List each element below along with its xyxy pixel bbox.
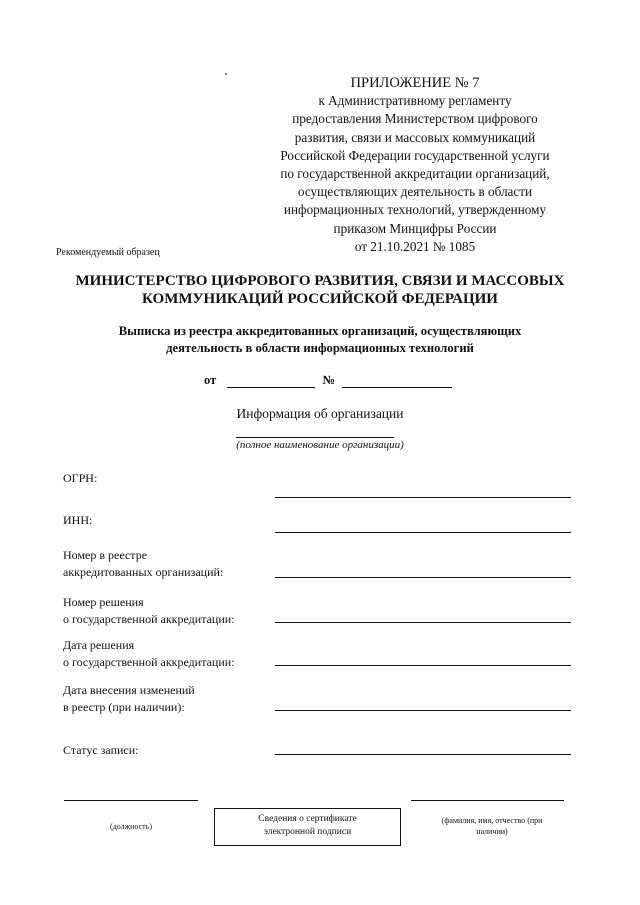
appendix-line: предоставления Министерством цифрового <box>292 111 538 127</box>
field-label-text: аккредитованных организаций: <box>63 565 224 579</box>
position-blank[interactable] <box>64 800 198 801</box>
position-caption: (должность) <box>110 822 152 831</box>
appendix-line: развития, связи и массовых коммуникаций <box>294 129 536 145</box>
field-label-text: Номер в реестре <box>63 548 148 562</box>
extract-title-line: деятельность в области информационных технологий <box>166 341 474 355</box>
ministry-title-line: КОММУНИКАЦИЙ РОССИЙСКОЙ ФЕДЕРАЦИИ <box>142 291 498 307</box>
field-changes-date-blank[interactable] <box>275 710 571 711</box>
field-label-text: Дата внесения изменений <box>63 683 195 697</box>
sample-label: Рекомендуемый образец <box>56 247 160 258</box>
ministry-title-line: МИНИСТЕРСТВО ЦИФРОВОГО РАЗВИТИЯ, СВЯЗИ И МАССОВЫХ <box>75 273 565 289</box>
full-name-blank[interactable] <box>236 437 394 438</box>
appendix-line: от 21.10.2021 № 1085 <box>354 238 476 254</box>
field-inn-label <box>63 512 92 529</box>
field-ogrn-label <box>63 470 97 487</box>
field-label-text: о государственной аккредитации: <box>63 612 235 626</box>
full-name-signature-blank[interactable] <box>411 800 564 801</box>
field-label-text: ИНН: <box>63 513 93 527</box>
appendix-line: приказом Минцифры России <box>333 220 497 236</box>
certificate-line: Сведения о сертификате <box>258 814 357 824</box>
field-registry-number-blank[interactable] <box>275 577 571 578</box>
field-label-text: о государственной аккредитации: <box>63 655 235 669</box>
extract-title <box>40 323 600 357</box>
field-label-text: ОГРН: <box>63 471 98 485</box>
field-status-label <box>63 742 139 759</box>
field-label-text: Статус записи: <box>63 743 139 757</box>
scan-speck <box>225 73 227 75</box>
appendix-line: по государственной аккредитации организаций, <box>280 166 550 182</box>
info-title: Информация об организации <box>236 406 404 421</box>
field-decision-number-label <box>63 594 235 628</box>
appendix-title: ПРИЛОЖЕНИЕ № 7 <box>350 75 480 91</box>
date-number-line <box>204 373 452 388</box>
field-registry-number-label <box>63 547 223 581</box>
from-label: от <box>204 373 217 387</box>
field-ogrn-blank[interactable] <box>275 497 571 498</box>
field-decision-date-blank[interactable] <box>275 665 571 666</box>
date-blank[interactable] <box>227 375 315 388</box>
appendix-header <box>250 74 580 256</box>
number-blank[interactable] <box>342 375 452 388</box>
appendix-line: Российской Федерации государственной услуги <box>280 147 550 163</box>
appendix-line: осуществляющих деятельность в области <box>297 184 533 200</box>
name-caption: (фамилия, имя, отчество (при наличии) <box>441 816 543 836</box>
field-label-text: в реестр (при наличии): <box>63 700 185 714</box>
full-name-caption: (полное наименование организации) <box>236 439 404 451</box>
field-label-text: Дата решения <box>63 638 135 652</box>
field-decision-number-blank[interactable] <box>275 622 571 623</box>
appendix-line: информационных технологий, утвержденному <box>283 202 547 218</box>
certificate-line: электронной подписи <box>263 827 352 837</box>
field-inn-blank[interactable] <box>275 532 571 533</box>
field-status-blank[interactable] <box>275 754 571 755</box>
certificate-box <box>214 808 401 846</box>
number-label: № <box>322 373 336 387</box>
field-changes-date-label <box>63 682 195 716</box>
ministry-title <box>40 272 600 308</box>
extract-title-line: Выписка из реестра аккредитованных организаций, осуществляющих <box>118 324 522 338</box>
field-label-text: Номер решения <box>63 595 144 609</box>
field-decision-date-label <box>63 637 235 671</box>
appendix-line: к Административному регламенту <box>318 93 512 109</box>
